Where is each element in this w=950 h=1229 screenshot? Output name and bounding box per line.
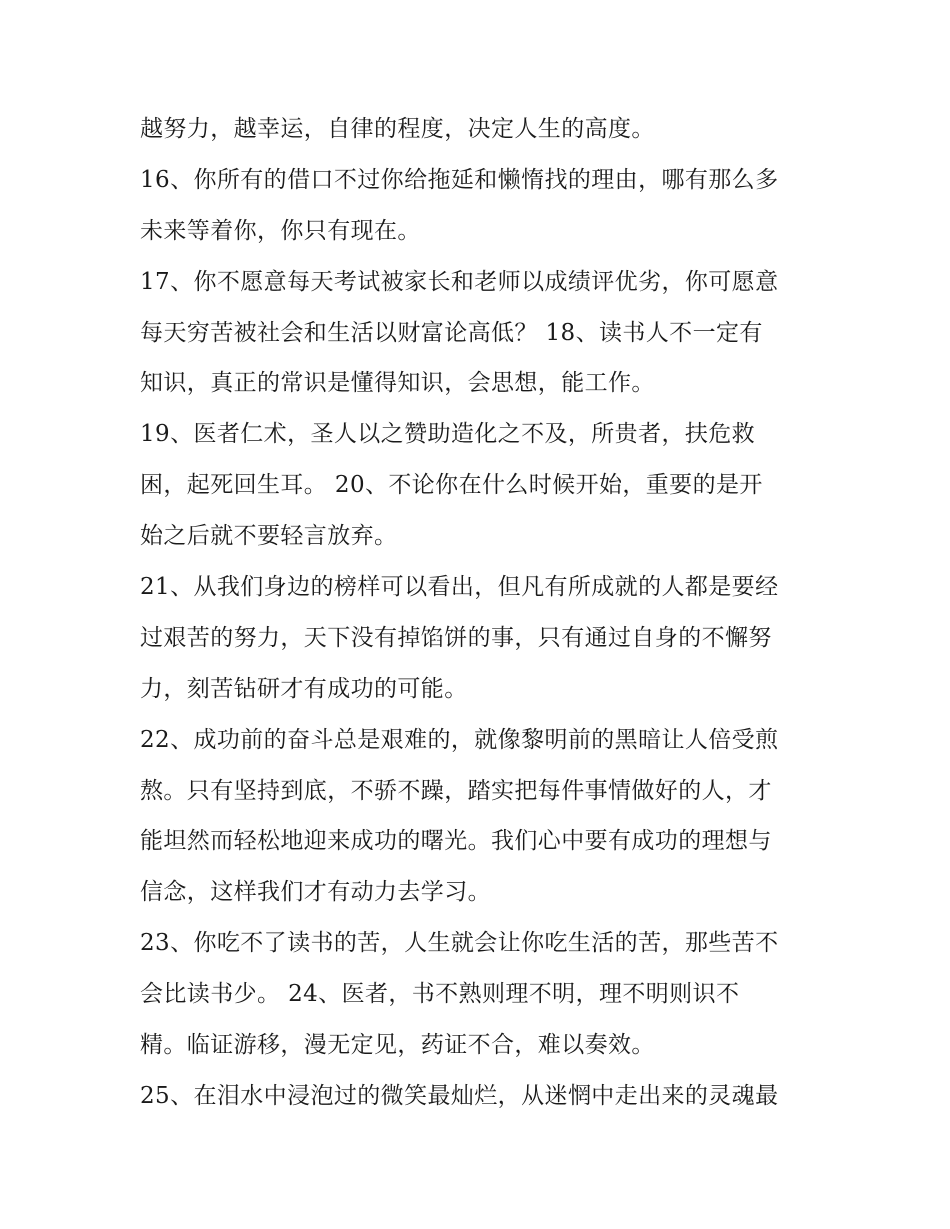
text-line: 25、在泪水中浸泡过的微笑最灿烂，从迷惘中走出来的灵魂最 <box>140 1082 779 1109</box>
text-line: 越努力，越幸运，自律的程度，决定人生的高度。 <box>140 116 655 142</box>
text-line: 困，起死回生耳。 20、不论你在什么时候开始，重要的是开 <box>140 472 763 499</box>
text-line: 信念，这样我们才有动力去学习。 <box>140 879 491 906</box>
text-line: 16、你所有的借口不过你给拖延和懒惰找的理由，哪有那么多 <box>140 166 779 193</box>
text-line: 22、成功前的奋斗总是艰难的，就像黎明前的黑暗让人倍受煎 <box>140 726 779 753</box>
text-line: 熬。只有坚持到底，不骄不躁，踏实把每件事情做好的人，才 <box>140 777 772 804</box>
text-line: 能坦然而轻松地迎来成功的曙光。我们心中要有成功的理想与 <box>140 828 772 855</box>
text-line: 每天穷苦被社会和生活以财富论高低？ 18、读书人不一定有 <box>140 319 763 346</box>
text-line: 精。临证游移，漫无定见，药证不合，难以奏效。 <box>140 1032 655 1059</box>
text-line: 19、医者仁术，圣人以之赞助造化之不及，所贵者，扶危救 <box>140 421 756 448</box>
text-line: 力，刻苦钻研才有成功的可能。 <box>140 675 468 702</box>
text-line: 未来等着你，你只有现在。 <box>140 217 421 244</box>
text-line: 17、你不愿意每天考试被家长和老师以成绩评优劣，你可愿意 <box>140 268 779 295</box>
document-body <box>140 104 820 1122</box>
text-line: 23、你吃不了读书的苦，人生就会让你吃生活的苦，那些苦不 <box>140 930 779 957</box>
text-line: 会比读书少。 24、医者，书不熟则理不明，理不明则识不 <box>140 981 740 1008</box>
text-line: 始之后就不要轻言放弃。 <box>140 523 398 550</box>
text-line: 过艰苦的努力，天下没有掉馅饼的事，只有通过自身的不懈努 <box>140 624 772 651</box>
text-line: 知识，真正的常识是懂得知识，会思想，能工作。 <box>140 370 655 397</box>
text-line: 21、从我们身边的榜样可以看出，但凡有所成就的人都是要经 <box>140 574 779 601</box>
